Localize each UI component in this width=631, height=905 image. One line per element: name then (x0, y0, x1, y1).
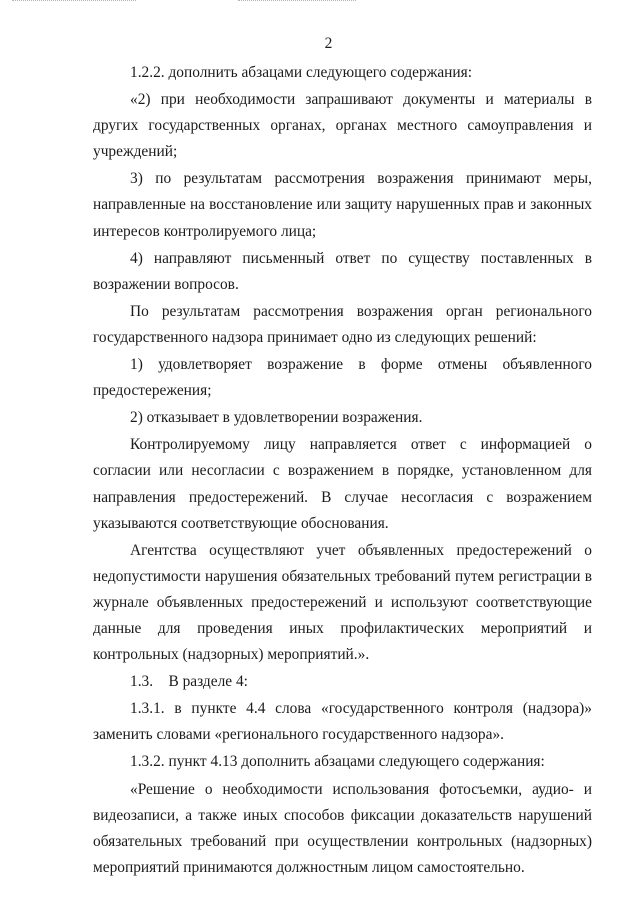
paragraph: «Решение о необходимости использования фотосъемки, аудио- и видеозаписи, а также иных способов фиксации доказательств нарушений обязательных требований при осуществлении контрольных (надзорных) мероприятий принимаются должностным лицом самостоятельно. (93, 780, 592, 876)
paragraph: 3) по результатам рассмотрения возражения принимают меры, направленные на восстановление или защиту нарушенных прав и законных интересов контролируемого лица; (93, 170, 592, 240)
paragraph: 1.3. В разделе 4: (130, 673, 248, 691)
scan-artifact-line (238, 0, 356, 1)
paragraph: Контролируемому лицу направляется ответ с информацией о согласии или несогласии с возражением в порядке, установленном для направления предостережений. В случае несогласия с возражением указываются соответствующие обоснования. (93, 436, 592, 532)
document-body (93, 60, 592, 882)
paragraph: «2) при необходимости запрашивают документы и материалы в других государственных органах, органах местного самоуправления и учреждений; (93, 91, 592, 161)
paragraph: 2) отказывает в удовлетворении возражения. (130, 409, 423, 427)
paragraph: 1) удовлетворяет возражение в форме отмены объявленного предостережения; (93, 356, 592, 400)
paragraph: По результатам рассмотрения возражения орган регионального государственного надзора принимает одно из следующих решений: (93, 302, 592, 346)
page-number: 2 (324, 35, 333, 52)
paragraph: 1.3.1. в пункте 4.4 слова «государственного контроля (надзора)» заменить словами «регионального государственного надзора». (93, 700, 592, 744)
paragraph: 1.3.2. пункт 4.13 дополнить абзацами следующего содержания: (130, 753, 545, 771)
paragraph: Агентства осуществляют учет объявленных предостережений о недопустимости нарушения обязательных требований путем регистрации в журнале объявленных предостережений и используют соответствующие данные для проведения иных профилактических мероприятий и контрольных (надзорных) мероприятий.». (93, 541, 592, 664)
scan-artifact-line (12, 0, 136, 1)
paragraph: 1.2.2. дополнить абзацами следующего содержания: (130, 64, 472, 81)
paragraph: 4) направляют письменный ответ по существу поставленных в возражении вопросов. (93, 249, 592, 293)
